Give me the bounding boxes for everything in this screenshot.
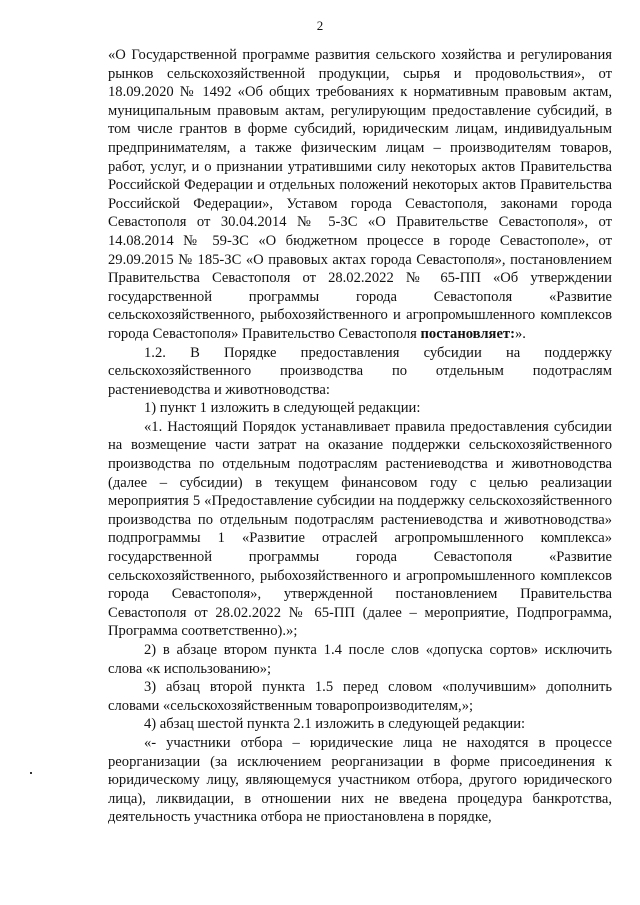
paragraph-item-3: 3) абзац второй пункта 1.5 перед словом «получившим» дополнить словами «сельскохозяйственным товаропроизводителям,»;	[108, 679, 612, 714]
paragraph-participants: «- участники отбора – юридические лица не находятся в процессе реорганизации (за исключением реорганизации в форме присоединения к юридическому лицу, являющемуся участником отбора, другого юридического лица), ликвидации, в отношении них не введена процедура банкротства, деятельность участника отбора не приостановлена в порядке,	[108, 734, 612, 826]
preamble-text: «О Государственной программе развития сельского хозяйства и регулирования рынков сельскохозяйственной продукции, сырья и продовольствия», от 18.09.2020 № 1492 «Об общих требованиях к нормативным правовым актам, муниципальным правовым актам, регулирующим предоставление субсидий, в том числе грантов в форме субсидий, юридическим лицам, индивидуальным предпринимателям, а также физическим лицам – производителям товаров, работ, услуг, и о признании утратившими силу некоторых актов Правительства Российской Федерации и отдельных положений некоторых актов Правительства Российской Федерации», Уставом города Севастополя, законами города Севастополя от 30.04.2014 № 5-ЗС «О Правительстве Севастополя», от 14.08.2014 № 59-ЗС «О бюджетном процессе в городе Севастополе», от 29.09.2015 № 185-ЗС «О правовых актах города Севастополя», постановлением Правительства Севастополя от 28.02.2022 № 65-ПП «Об утверждении государственной программы города Севастополя «Развитие сельскохозяйственного, рыбохозяйственного и агропромышленного комплексов города Севастополя» Правительство Севастополя	[108, 47, 612, 342]
document-body	[108, 46, 612, 827]
paragraph-1-2: 1.2. В Порядке предоставления субсидии на поддержку сельскохозяйственного производства по отдельным подотраслям растениеводства и животноводства:	[108, 344, 612, 398]
preamble-end: ».	[514, 325, 526, 342]
paragraph-point-1: «1. Настоящий Порядок устанавливает правила предоставления субсидии на возмещение части затрат на оказание поддержки сельскохозяйственного производства по отдельным подотраслям растениеводства и животноводства (далее – субсидии) в текущем финансовом году с целью реализации мероприятия 5 «Предоставление субсидии на поддержку сельскохозяйственного производства по отдельным подотраслям растениеводства и животноводства» подпрограммы 1 «Развитие отраслей агропромышленного комплекса» государственной программы города Севастополя «Развитие сельскохозяйственного, рыбохозяйственного и агропромышленного комплексов города Севастополя», утвержденной постановлением Правительства Севастополя от 28.02.2022 № 65-ПП (далее – мероприятие, Подпрограмма, Программа соответственно).»;	[108, 418, 612, 640]
decree-word: постановляет:	[420, 325, 515, 342]
paragraph-item-2: 2) в абзаце втором пункта 1.4 после слов «допуска сортов» исключить слова «к использованию»;	[108, 642, 612, 677]
page-number: 2	[316, 18, 324, 33]
paragraph-preamble	[108, 46, 612, 344]
paragraph-item-1: 1) пункт 1 изложить в следующей редакции:	[144, 400, 421, 417]
paragraph-item-4: 4) абзац шестой пункта 2.1 изложить в следующей редакции:	[144, 716, 526, 733]
scan-mark	[30, 772, 32, 774]
